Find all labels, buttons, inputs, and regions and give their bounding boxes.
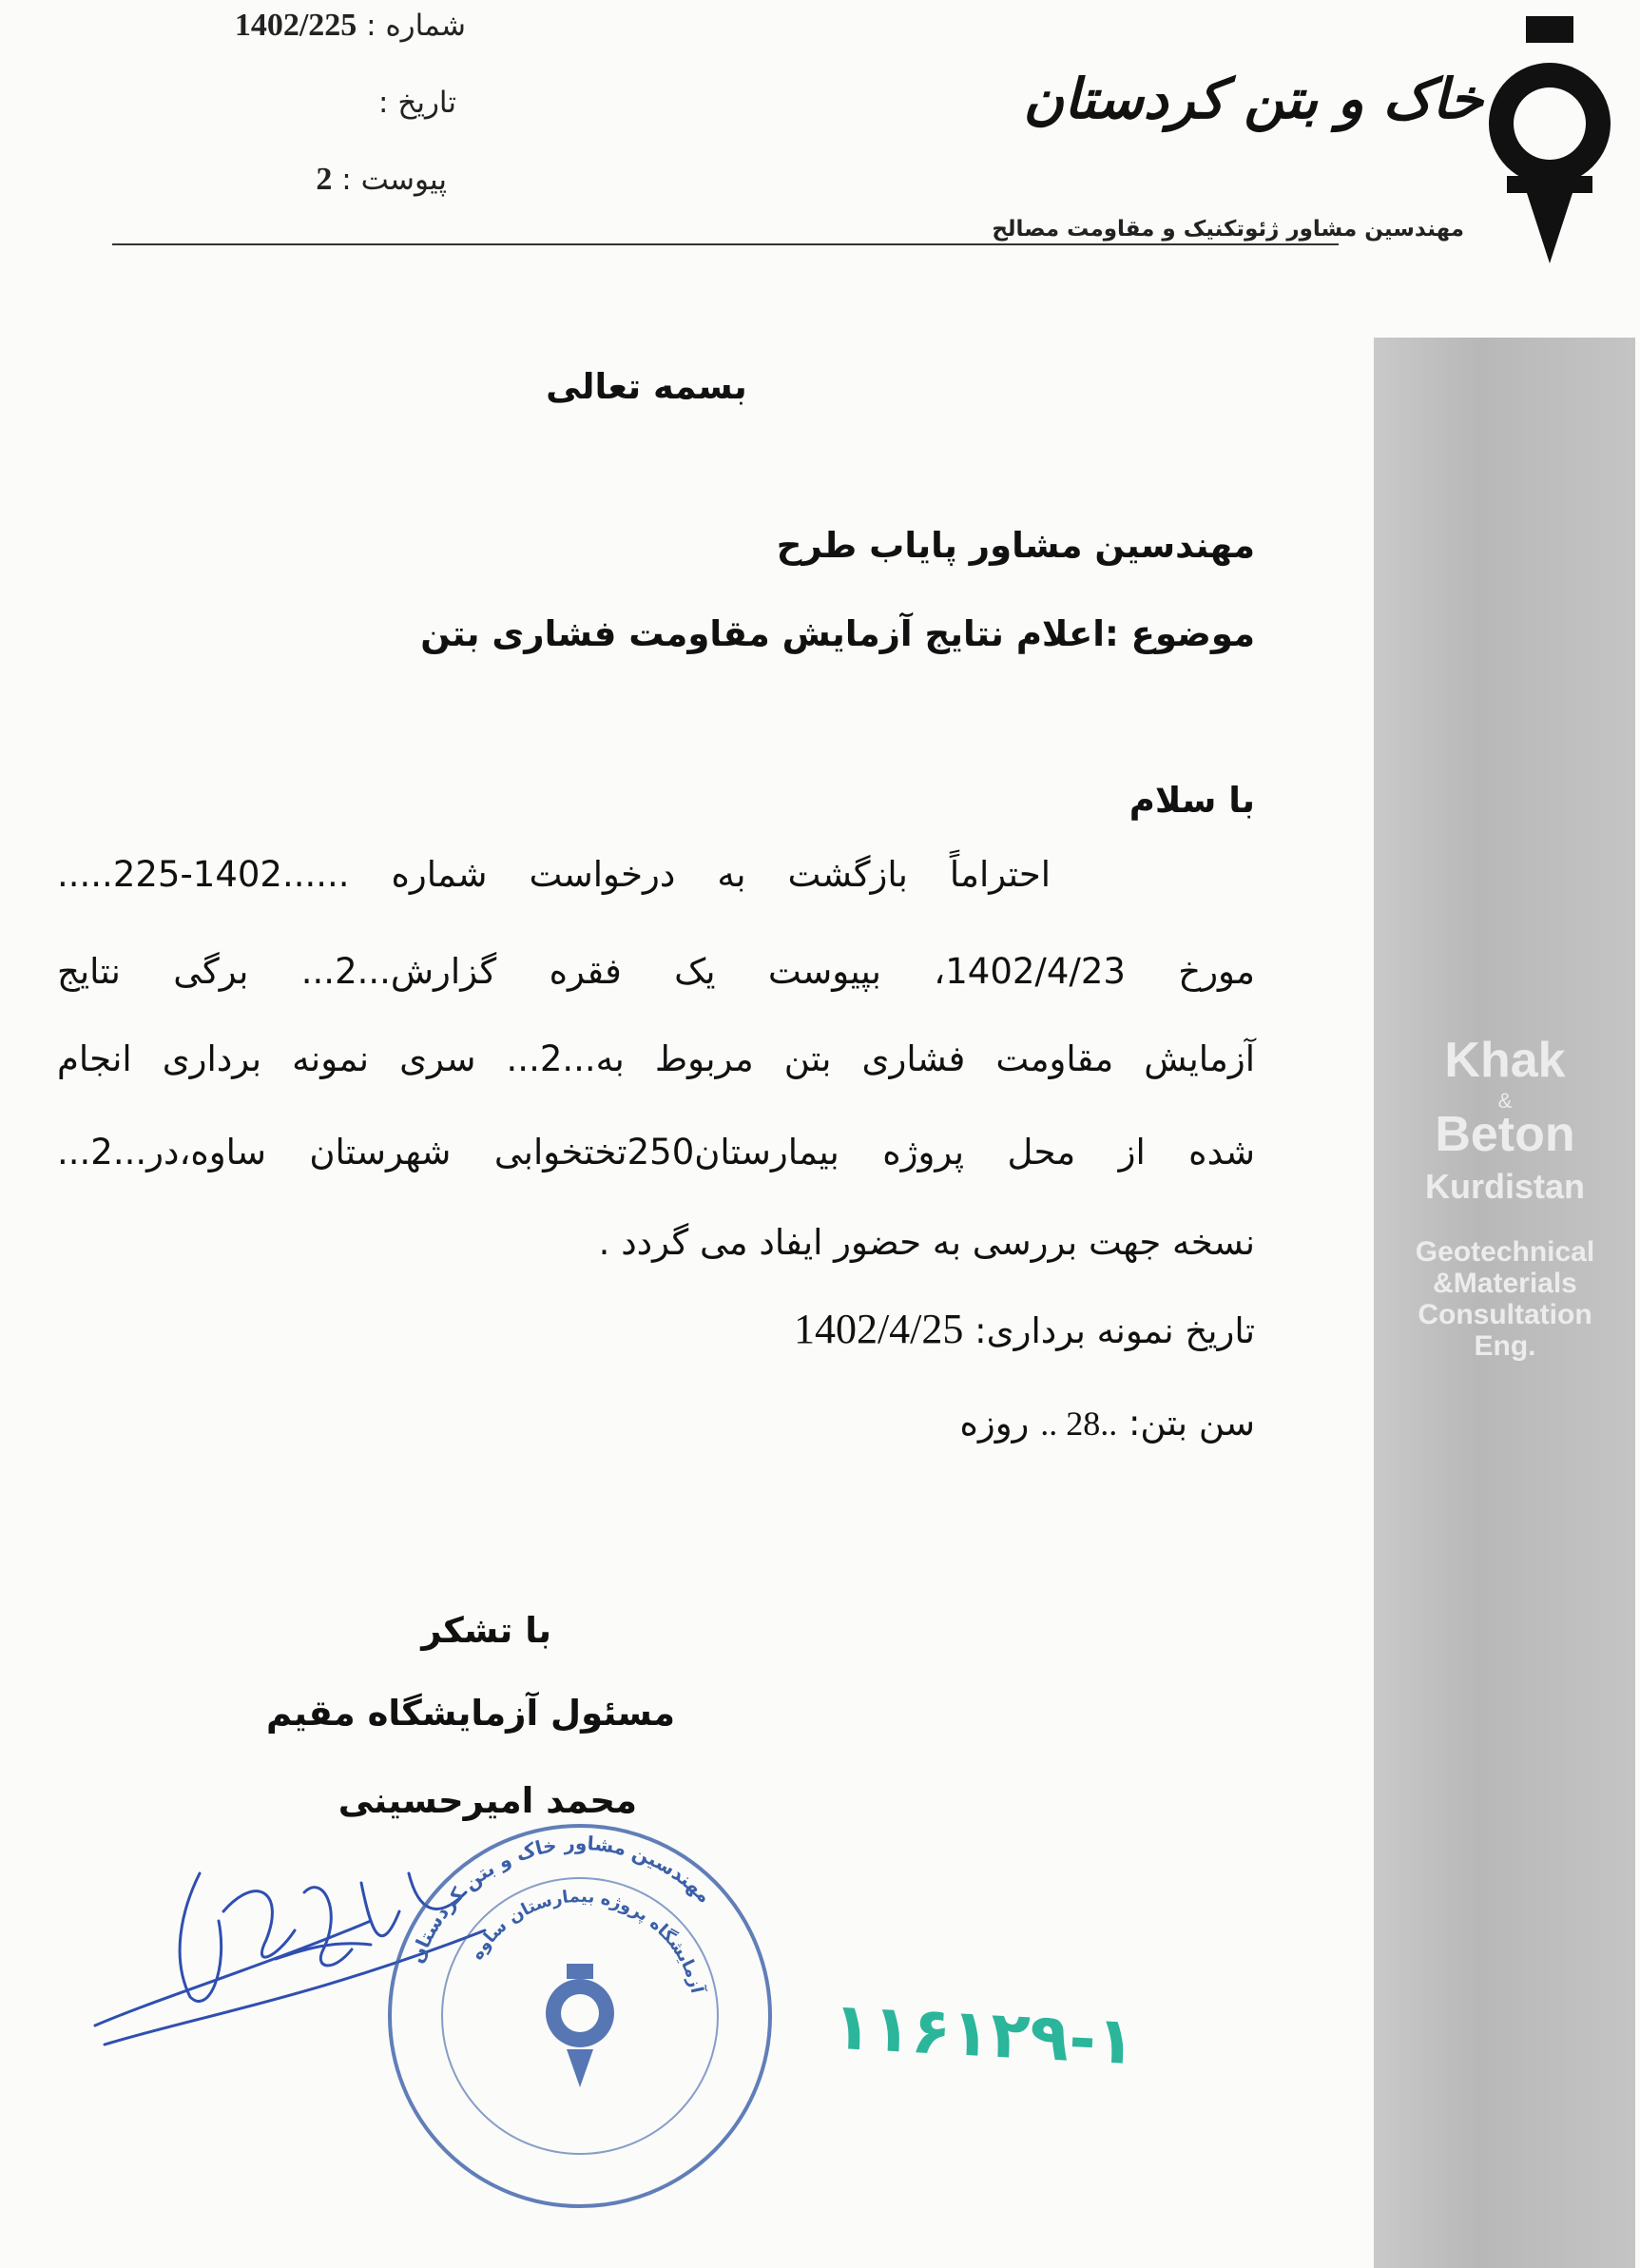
letter-date-label: تاریخ :: [378, 86, 456, 120]
band-text-eng: Eng.: [1474, 1330, 1536, 1362]
company-subtitle: مهندسین مشاور ژئوتکنیک و مقاومت مصالح: [992, 217, 1464, 242]
concrete-age-value: .. 28..: [1040, 1405, 1118, 1443]
body-line-1: احتراماً بازگشت به درخواست شماره ......1402-225.....: [57, 854, 1051, 895]
band-text-kurdistan: Kurdistan: [1424, 1167, 1585, 1206]
stamp-inner-text: آزمایشگاه پروژه بیمارستان ساوه: [467, 1886, 707, 1996]
sample-date-label: تاریخ نمونه برداری:: [974, 1310, 1255, 1351]
logo-emblem-icon: [1488, 14, 1611, 266]
closing-thanks: با تشکر: [421, 1610, 551, 1651]
body-line-4: شده از محل پروژه بیمارستان250تختخوابی شهرستان ساوه،در...2...: [57, 1132, 1255, 1173]
letter-attachment-value: 2: [316, 162, 333, 197]
band-text-geotechnical: Geotechnical: [1415, 1236, 1595, 1268]
band-text-khak: Khak: [1444, 1033, 1566, 1088]
company-name: خاک و بتن کردستان: [1023, 67, 1483, 131]
concrete-age-unit: روزه: [959, 1403, 1030, 1444]
stamp-emblem-icon: [546, 1964, 614, 2087]
band-text-amp: &: [1497, 1089, 1513, 1113]
concrete-age-row: [780, 1403, 1255, 1444]
sample-date-row: [589, 1305, 1255, 1353]
letter-attachment-row: [266, 162, 447, 198]
body-line-5: نسخه جهت بررسی به حضور ایفاد می گردد .: [598, 1222, 1255, 1263]
subject: موضوع :اعلام نتایج آزمایش مقاومت فشاری بتن: [420, 613, 1255, 654]
sample-date-value: 1402/4/25: [793, 1306, 964, 1352]
official-stamp: [376, 1812, 784, 2220]
letter-number-row: [181, 8, 466, 44]
band-text-beton: Beton: [1435, 1107, 1575, 1162]
letter-number-value: 1402/225: [234, 8, 357, 43]
body-line-3: آزمایش مقاومت فشاری بتن مربوط به...2... سری نمونه برداری انجام: [57, 1038, 1255, 1079]
letter-number-label: شماره :: [366, 9, 466, 43]
closing-name: محمد امیرحسینی: [338, 1780, 637, 1821]
header-divider: [112, 243, 1339, 245]
greeting: با سلام: [1129, 780, 1255, 821]
body-line-2: مورخ 1402/4/23، بپیوست یک فقره گزارش...2... برگی نتایج: [57, 951, 1255, 992]
handwritten-reference-number: ۱۱۶۱۲۹-۱: [830, 1988, 1138, 2081]
letter-date-row: [285, 86, 456, 120]
letterhead-side-band: [1374, 338, 1635, 2268]
closing-role: مسئول آزمایشگاه مقیم: [266, 1693, 675, 1734]
band-text-consultation: Consultation: [1418, 1299, 1592, 1330]
recipient: مهندسین مشاور پایاب طرح: [776, 525, 1255, 566]
band-text-materials: &Materials: [1433, 1268, 1577, 1299]
concrete-age-label: سن بتن:: [1128, 1403, 1255, 1444]
invocation: بسمه تعالی: [546, 366, 747, 407]
letter-attachment-label: پیوست :: [341, 163, 447, 197]
stamp-outer-text: مهندسین مشاور خاک و بتن کردستان: [404, 1831, 717, 1967]
